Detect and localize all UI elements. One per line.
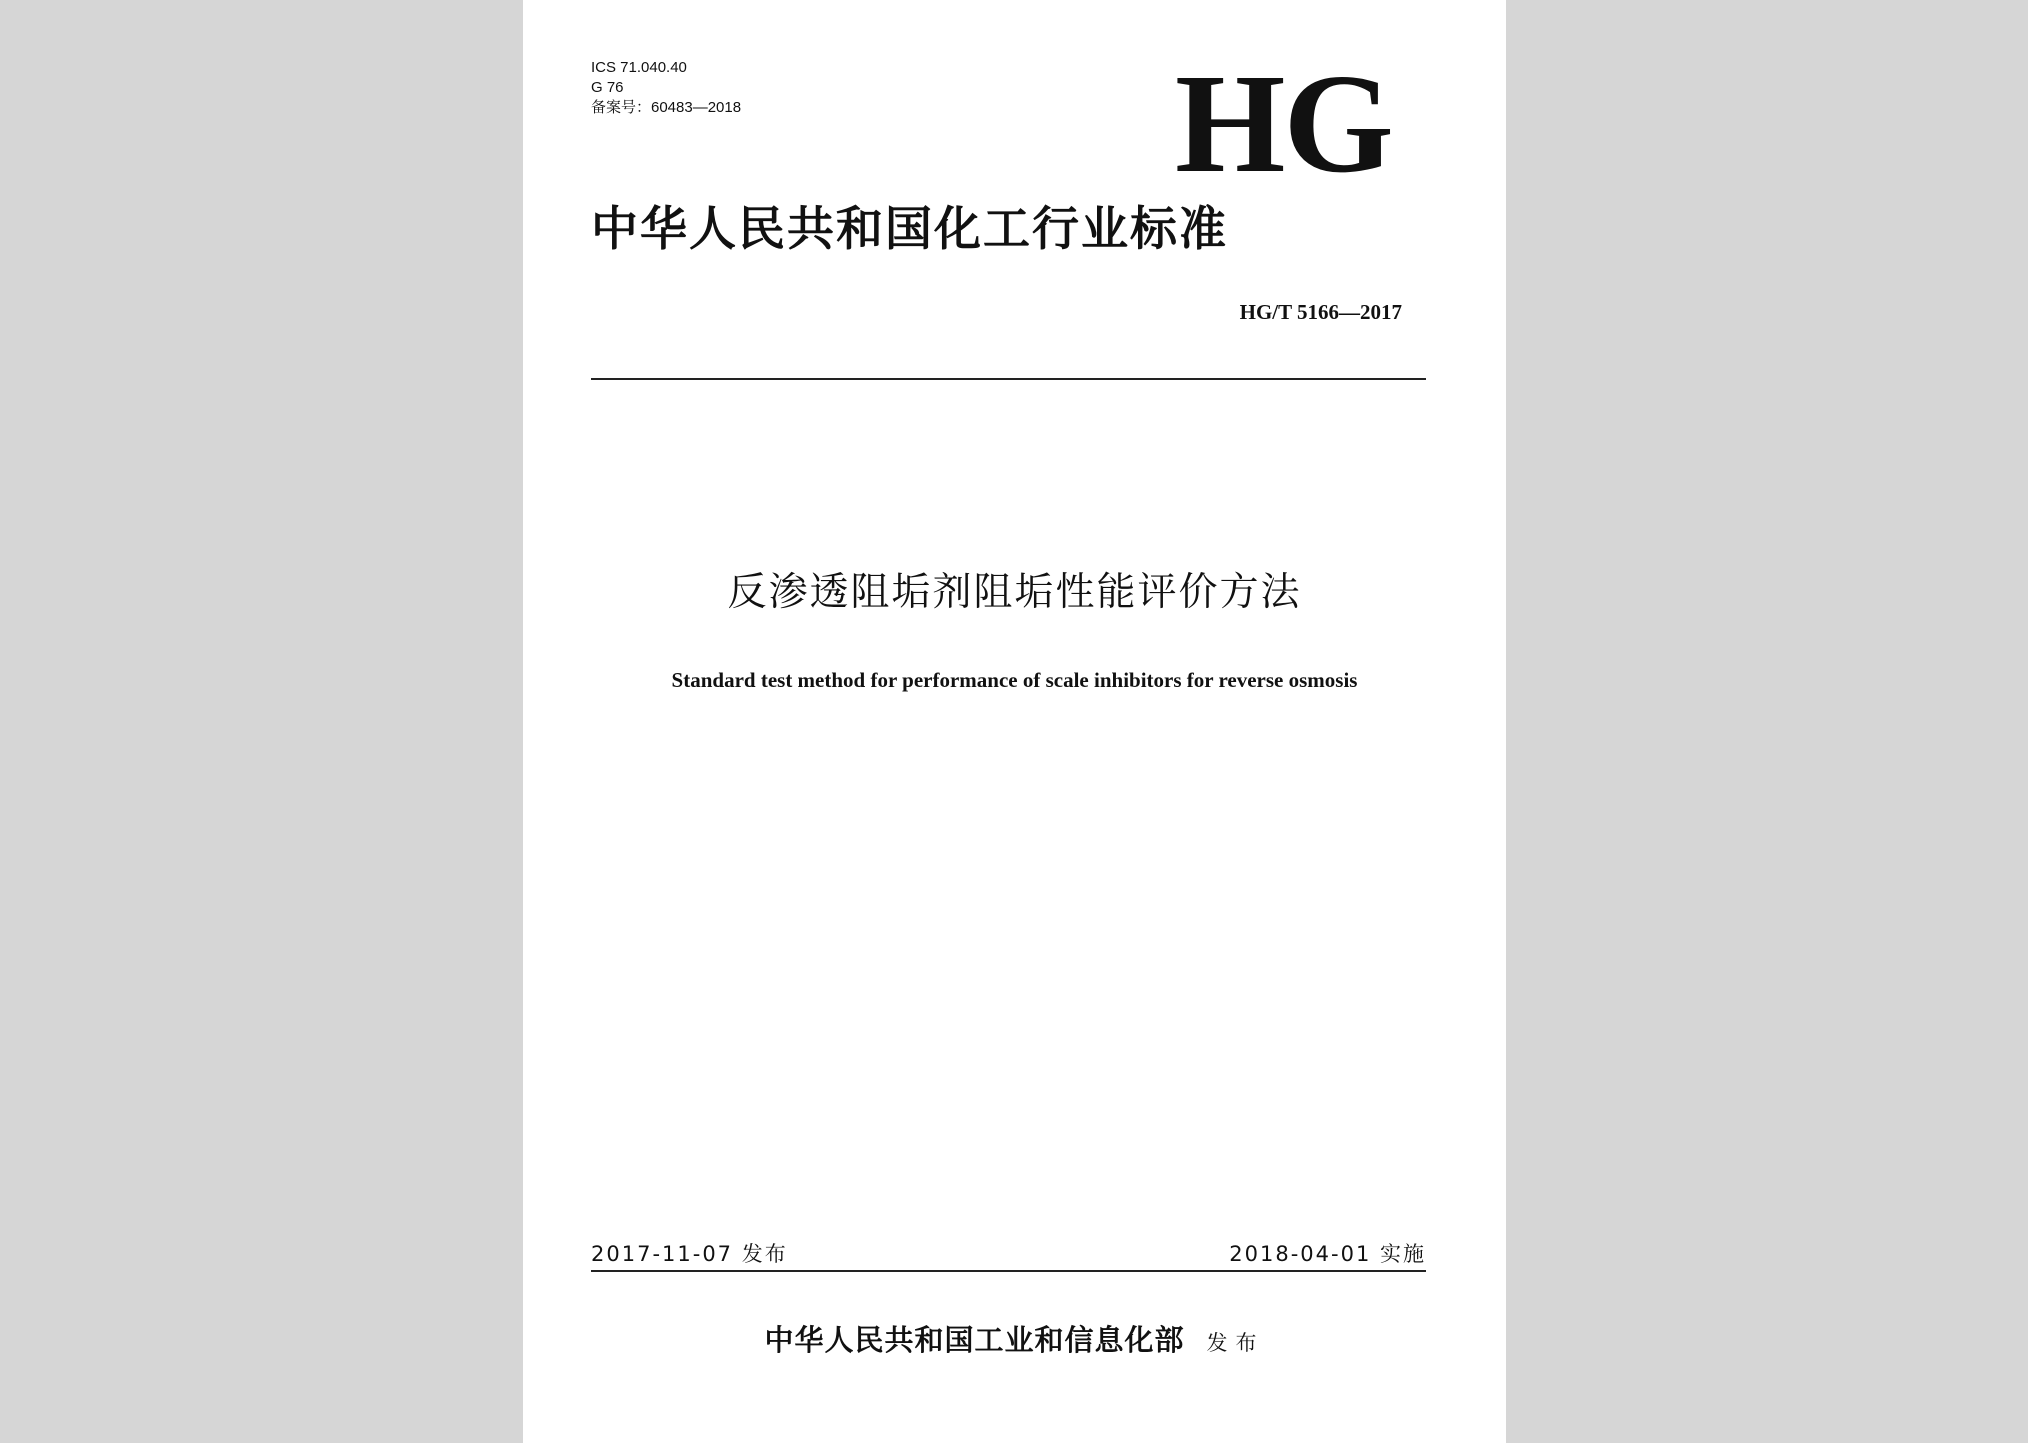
publisher-line: [523, 1318, 1506, 1359]
standard-code: HG/T 5166—2017: [1239, 300, 1402, 324]
filing-number: 备案号：60483—2018: [591, 99, 742, 116]
classification-info: [591, 58, 741, 118]
publisher-name: 中华人民共和国工业和信息化部: [764, 1323, 1185, 1357]
ccs-code: G 76: [591, 79, 624, 96]
ics-code: ICS 71.040.40: [591, 59, 687, 76]
document-title-chinese: 反渗透阻垢剂阻垢性能评价方法: [727, 570, 1302, 615]
issue-date: 2017-11-07 发布: [591, 1242, 788, 1266]
document-page: [523, 0, 1506, 1443]
hg-logo: HG: [1175, 44, 1392, 202]
header-divider: [591, 378, 1426, 380]
date-divider: [591, 1270, 1426, 1272]
standard-category-title: 中华人民共和国化工行业标准: [591, 202, 1228, 257]
publish-action: 发布: [1206, 1331, 1265, 1355]
document-title-english: Standard test method for performance of scale inhibitors for reverse osmosis: [671, 668, 1358, 692]
effective-date: 2018-04-01 实施: [1229, 1242, 1426, 1266]
